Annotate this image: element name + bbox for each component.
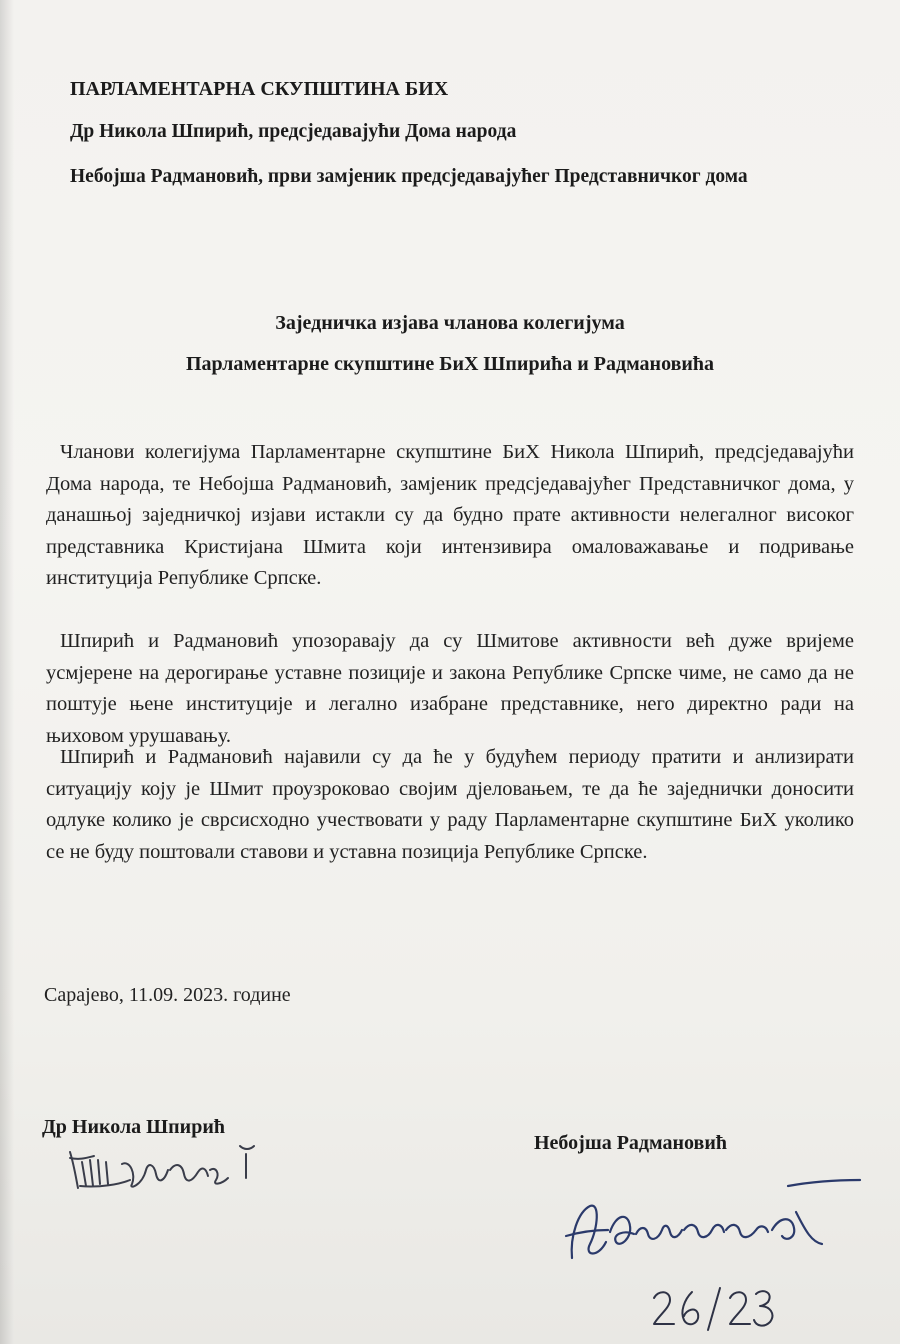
- signatory-left-name: Др Никола Шпирић: [42, 1116, 225, 1138]
- signature-right-image: [560, 1172, 880, 1282]
- handwritten-note-image: [648, 1284, 778, 1334]
- body-paragraph-2: Шпирић и Радмановић упозоравају да су Шмитове активности већ дуже вријеме усмјерене на дерогирање уставне позиције и закона Републике Српске чиме, не само да не поштује њене институције и легално изабране представнике, него директно ради на њиховом урушавању.: [46, 630, 854, 747]
- signature-left-image: [60, 1140, 280, 1200]
- body-paragraph-1: Чланови колегијума Парламентарне скупштине БиХ Никола Шпирић, предсједавајући Дома народа, те Небојша Радмановић, замјеник предсједавајућег Представничког дома, у данашњој заједничкој изјави истакли су да будно прате активности нелегалног високог представника Кристијана Шмита који интензивира омаловажавање и подривање институција Републике Српске.: [46, 441, 854, 589]
- author-line-2: Небојша Радмановић, први замјеник предсједавајућег Представничког дома: [70, 166, 748, 187]
- statement-title-line-1: Заједничка изјава чланова колегијума: [275, 312, 625, 334]
- body-paragraph-3: Шпирић и Радмановић најавили су да ће у будућем периоду пратити и анлизирати ситуацију коју је Шмит проузроковао својим дјеловањем, те да ће заједнички доносити одлуке колико је сврсисходно учествовати у раду Парламентарне скупштине БиХ уколико се не буду поштовали ставови и уставна позиција Републике Српске.: [46, 746, 854, 863]
- signatory-right-name: Небојша Радмановић: [534, 1132, 728, 1154]
- page-shadow: [0, 0, 14, 1344]
- statement-title-line-2: Парламентарне скупштине БиХ Шпирића и Радмановића: [185, 353, 715, 375]
- place-and-date: Сарајево, 11.09. 2023. године: [44, 984, 291, 1006]
- author-line-1: Др Никола Шпирић, предсједавајући Дома народа: [70, 121, 517, 142]
- institution-header: ПАРЛАМЕНТАРНА СКУПШТИНА БИХ: [70, 78, 449, 100]
